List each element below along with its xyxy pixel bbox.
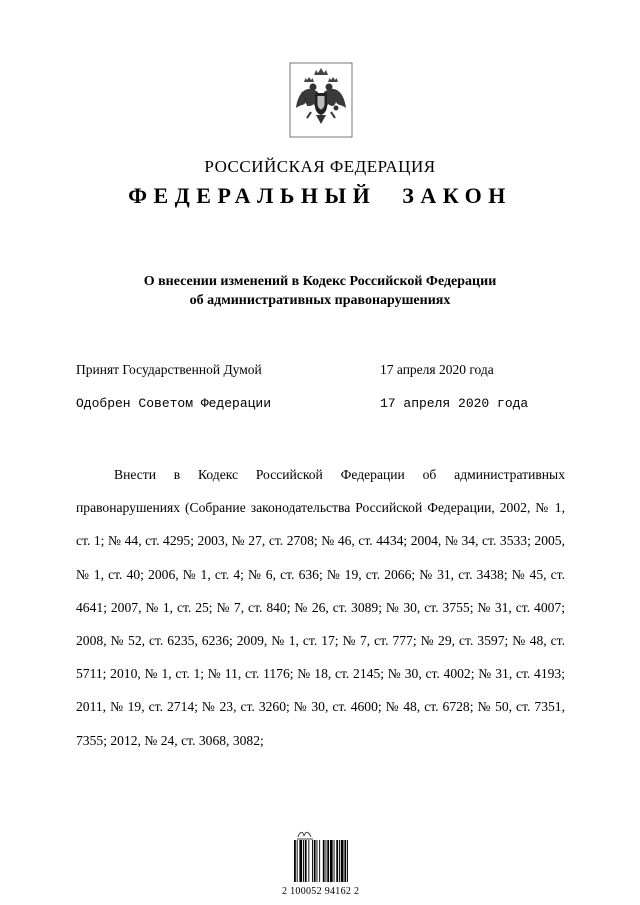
adopted-duma-row	[76, 362, 576, 378]
adopted-duma-date: 17 апреля 2020 года	[380, 362, 494, 377]
coat-of-arms-icon	[289, 62, 353, 138]
law-title-line-2: об административных правонарушениях	[189, 293, 451, 308]
country-name: РОССИЙСКАЯ ФЕДЕРАЦИЯ	[204, 157, 436, 176]
adopted-duma-label: Принят Государственной Думой	[76, 362, 262, 377]
law-title-line-1: О внесении изменений в Кодекс Российской Федерации	[143, 274, 497, 289]
barcode-number: 2 100052 94162 2	[282, 886, 360, 897]
body-paragraph: Внести в Кодекс Российской Федерации об административных правонарушениях (Собрание законодательства Российской Федерации, 2002, № 1, ст. 1; № 44, ст. 4295; 2003, № 27, ст. 2708; № 46, ст. 4434; 2004, № 34, ст. 3533; 2005, № 1, ст. 40; 2006, № 1, ст. 4; № 6, ст. 636; № 19, ст. 2066; № 31, ст. 3438; № 45, ст. 4641; 2007, № 1, ст. 25; № 7, ст. 840; № 26, ст. 3089; № 30, ст. 3755; № 31, ст. 4007; 2008, № 52, ст. 6235, 6236; 2009, № 1, ст. 17; № 7, ст. 777; № 29, ст. 3597; № 48, ст. 5711; 2010, № 1, ст. 1; № 11, ст. 1176; № 18, ст. 2145; № 30, ст. 4002; № 31, ст. 4193; 2011, № 19, ст. 2714; № 23, ст. 3260; № 30, ст. 4600; № 48, ст. 6728; № 50, ст. 7351, 7355; 2012, № 24, ст. 3068, 3082;	[76, 467, 565, 748]
document-type: ФЕДЕРАЛЬНЫЙ ЗАКОН	[128, 183, 512, 208]
barcode-icon	[294, 840, 368, 882]
approved-council-label: Одобрен Советом Федерации	[76, 396, 272, 411]
law-title	[0, 272, 640, 310]
approved-council-date: 17 апреля 2020 года	[380, 396, 529, 411]
registration-mark-icon	[296, 828, 314, 840]
approved-council-row	[76, 396, 576, 411]
